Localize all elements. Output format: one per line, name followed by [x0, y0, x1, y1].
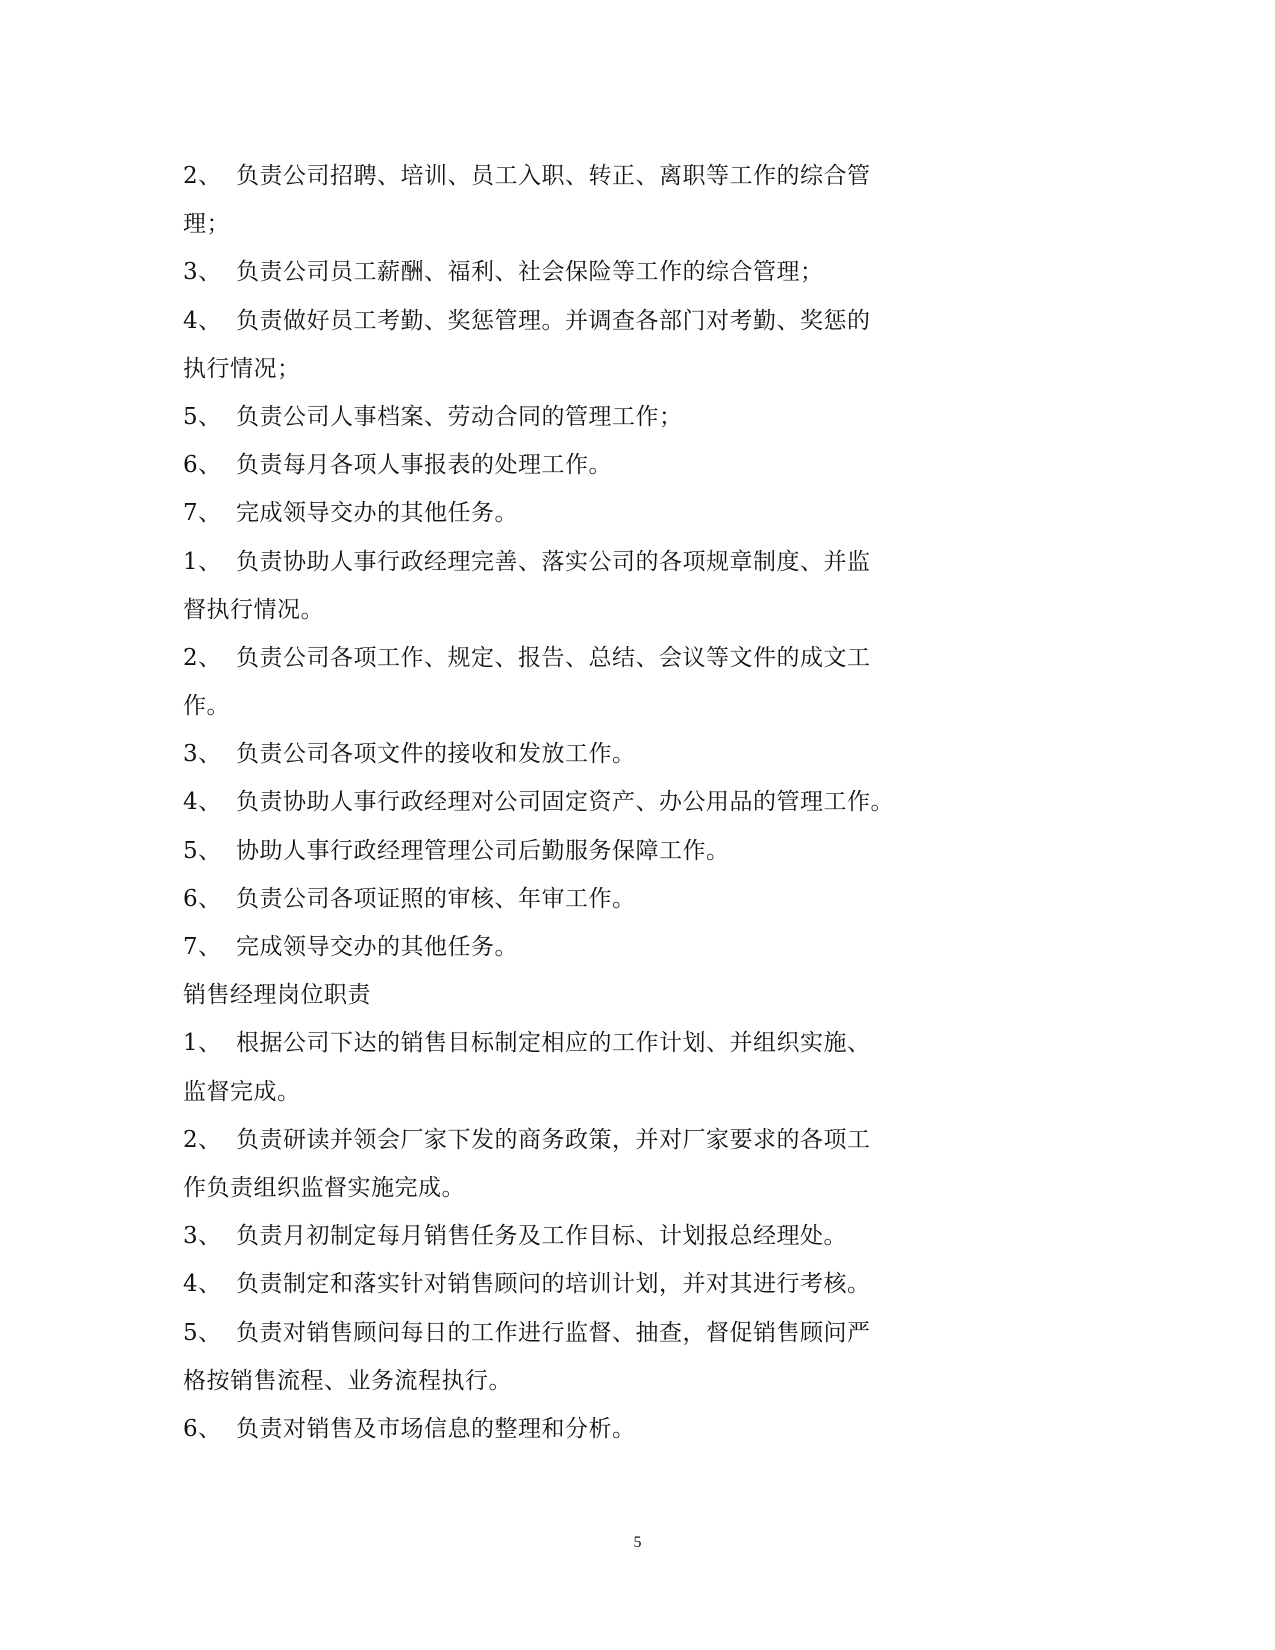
list-item	[183, 778, 923, 826]
line-text: 负责对销售顾问每日的工作进行监督、抽查，督促销售顾问严	[236, 1319, 871, 1346]
list-item	[183, 634, 923, 682]
line-text: 负责公司人事档案、劳动合同的管理工作；	[236, 403, 683, 430]
line-text: 负责研读并领会厂家下发的商务政策，并对厂家要求的各项工	[236, 1126, 871, 1153]
list-item	[183, 248, 923, 296]
line-text: 负责公司各项文件的接收和发放工作。	[236, 741, 636, 768]
page-number: 5	[633, 1534, 642, 1551]
line-text: 根据公司下达的销售目标制定相应的工作计划、并组织实施、	[236, 1030, 871, 1057]
list-item	[183, 1405, 923, 1453]
document-body	[183, 152, 923, 1453]
list-item-number: 2、	[183, 1126, 222, 1153]
list-item-number: 3、	[183, 259, 222, 286]
text-line	[183, 345, 923, 393]
list-item	[183, 1019, 923, 1067]
list-item-number: 5、	[183, 403, 222, 430]
line-text: 督执行情况。	[183, 596, 324, 623]
list-item	[183, 441, 923, 489]
list-item-number: 5、	[183, 1319, 222, 1346]
line-text: 完成领导交办的其他任务。	[236, 934, 518, 960]
list-item-number: 6、	[183, 1415, 222, 1442]
line-text: 执行情况；	[183, 355, 301, 382]
list-item-number: 6、	[183, 885, 222, 912]
line-text: 理；	[183, 211, 230, 238]
line-text: 销售经理岗位职责	[183, 982, 371, 1009]
list-item	[183, 393, 923, 441]
line-text: 监督完成。	[183, 1078, 301, 1105]
list-item	[183, 923, 923, 971]
list-item-number: 4、	[183, 307, 222, 334]
list-item-number: 3、	[183, 1223, 222, 1250]
text-line	[183, 200, 923, 248]
line-text: 负责做好员工考勤、奖惩管理。并调查各部门对考勤、奖惩的	[236, 307, 871, 334]
list-item-number: 2、	[183, 163, 222, 189]
text-line	[183, 586, 923, 634]
list-item	[183, 297, 923, 345]
list-item-number: 4、	[183, 1271, 222, 1298]
text-line	[183, 971, 923, 1019]
list-item	[183, 1260, 923, 1308]
list-item	[183, 827, 923, 875]
line-text: 作负责组织监督实施完成。	[183, 1174, 465, 1201]
list-item-number: 4、	[183, 789, 222, 816]
list-item	[183, 538, 923, 586]
line-text: 协助人事行政经理管理公司后勤服务保障工作。	[236, 837, 730, 864]
line-text: 负责公司各项证照的审核、年审工作。	[236, 885, 636, 912]
line-text: 负责制定和落实针对销售顾问的培训计划，并对其进行考核。	[236, 1271, 871, 1298]
list-item-number: 5、	[183, 837, 222, 864]
text-line	[183, 1068, 923, 1116]
list-item	[183, 875, 923, 923]
list-item-number: 1、	[183, 1030, 222, 1057]
line-text: 负责协助人事行政经理对公司固定资产、办公用品的管理工作。	[236, 789, 894, 816]
list-item-number: 6、	[183, 452, 222, 479]
text-line	[183, 1357, 923, 1405]
line-text: 负责每月各项人事报表的处理工作。	[236, 452, 612, 479]
list-item-number: 2、	[183, 644, 222, 671]
text-line	[183, 1164, 923, 1212]
text-line	[183, 682, 923, 730]
list-item	[183, 152, 923, 200]
list-item	[183, 730, 923, 778]
list-item-number: 1、	[183, 548, 222, 575]
list-item	[183, 1309, 923, 1357]
list-item	[183, 489, 923, 537]
line-text: 负责对销售及市场信息的整理和分析。	[236, 1415, 636, 1442]
line-text: 负责协助人事行政经理完善、落实公司的各项规章制度、并监	[236, 548, 871, 575]
line-text: 负责月初制定每月销售任务及工作目标、计划报总经理处。	[236, 1223, 847, 1250]
line-text: 负责公司招聘、培训、员工入职、转正、离职等工作的综合管	[236, 163, 871, 189]
list-item	[183, 1116, 923, 1164]
line-text: 作。	[183, 693, 230, 720]
line-text: 完成领导交办的其他任务。	[236, 500, 518, 527]
line-text: 格按销售流程、业务流程执行。	[183, 1367, 512, 1394]
line-text: 负责公司员工薪酬、福利、社会保险等工作的综合管理；	[236, 259, 824, 286]
list-item-number: 7、	[183, 934, 222, 960]
list-item	[183, 1212, 923, 1260]
list-item-number: 3、	[183, 741, 222, 768]
line-text: 负责公司各项工作、规定、报告、总结、会议等文件的成文工	[236, 644, 871, 671]
list-item-number: 7、	[183, 500, 222, 527]
